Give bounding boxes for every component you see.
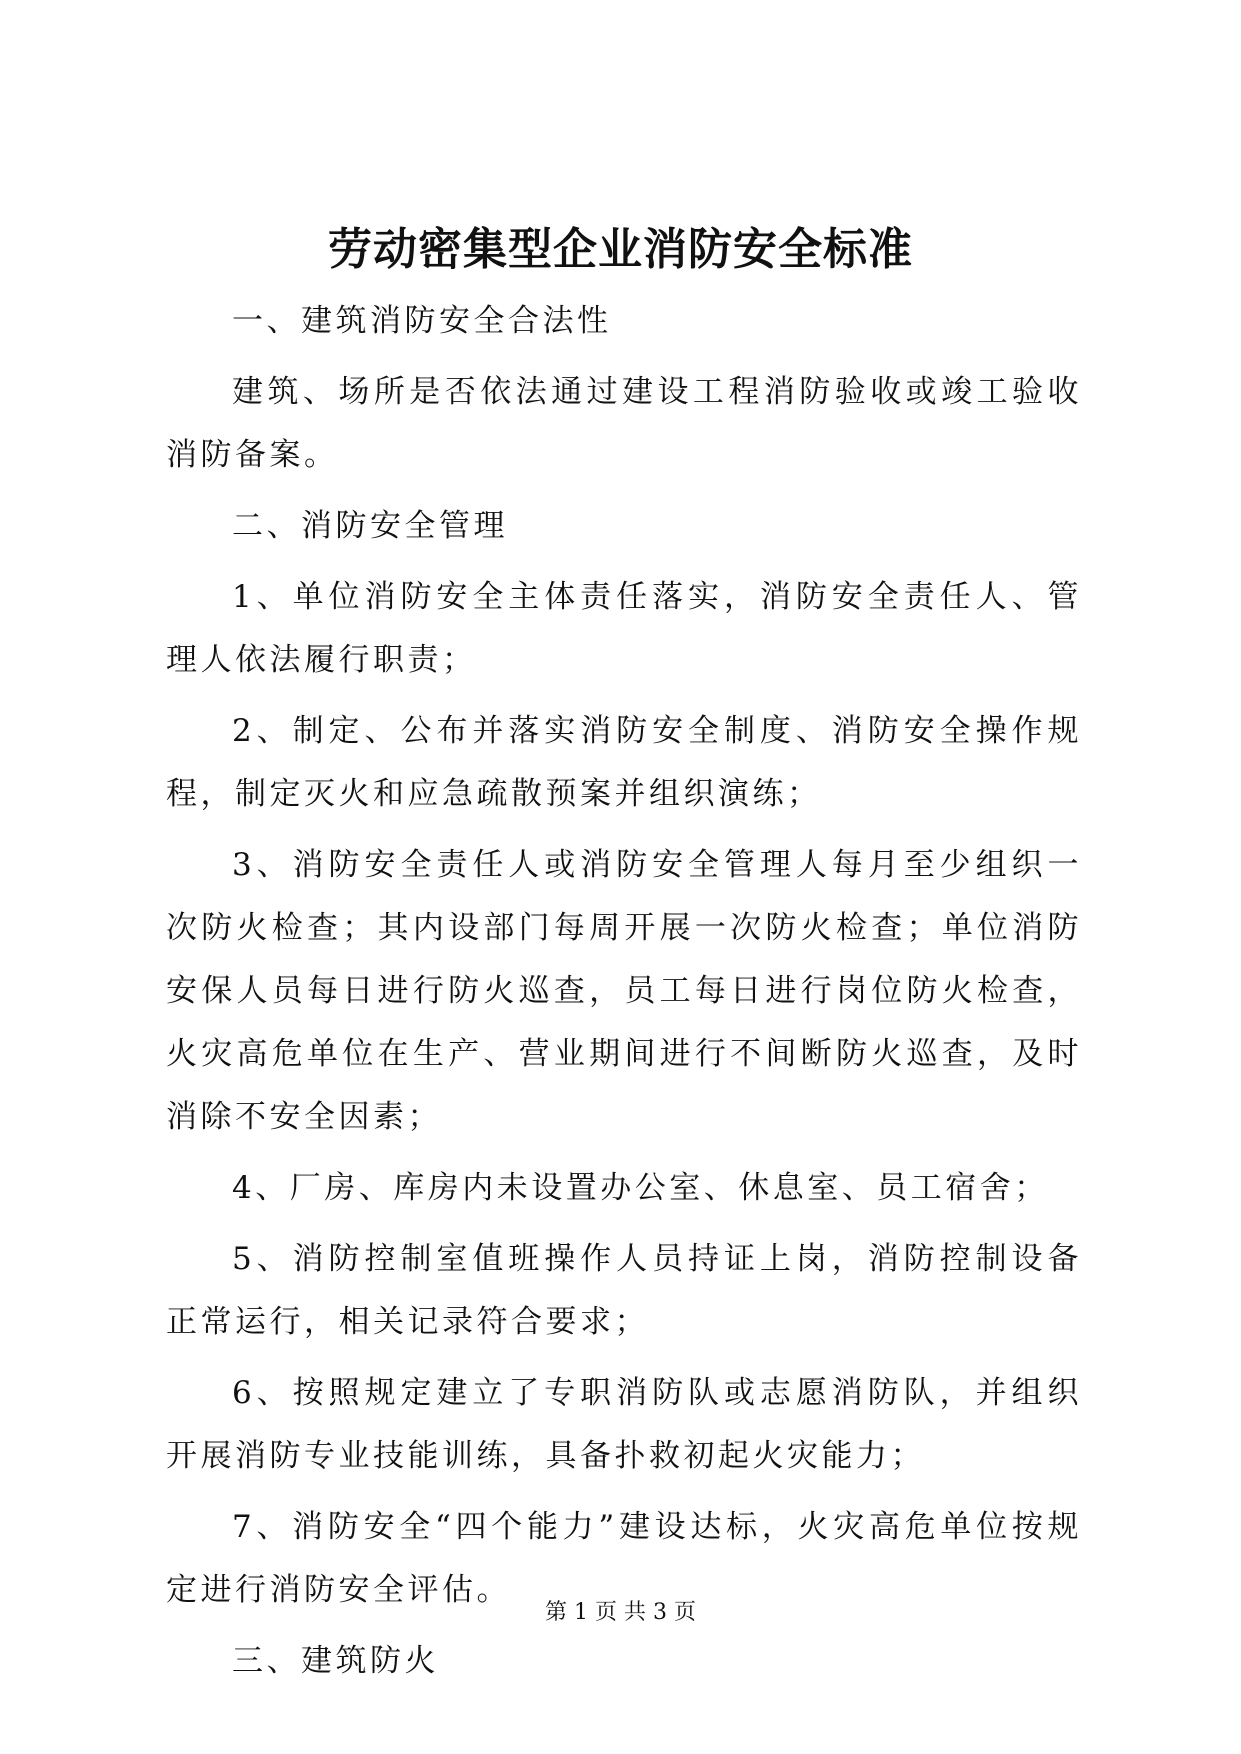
page-number-footer: 第 1 页 共 3 页 [545, 1600, 696, 1625]
list-item-1: 1、单位消防安全主体责任落实，消防安全责任人、管理人依法履行职责； [166, 579, 1082, 678]
list-item-4: 4、厂房、库房内未设置办公室、休息室、员工宿舍； [232, 1170, 1049, 1206]
list-item-2: 2、制定、公布并落实消防安全制度、消防安全操作规程，制定灭火和应急疏散预案并组织演练； [166, 713, 1082, 812]
section-heading-1: 一、建筑消防安全合法性 [232, 303, 612, 339]
list-item-3: 3、消防安全责任人或消防安全管理人每月至少组织一次防火检查；其内设部门每周开展一次防火检查；单位消防安保人员每日进行防火巡查，员工每日进行岗位防火检查，火灾高危单位在生产、营业期间进行不间断防火巡查，及时消除不安全因素； [166, 847, 1082, 1135]
section-heading-3: 三、建筑防火 [232, 1643, 439, 1679]
paragraph-1: 建筑、场所是否依法通过建设工程消防验收或竣工验收消防备案。 [166, 374, 1082, 473]
list-item-6: 6、按照规定建立了专职消防队或志愿消防队，并组织开展消防专业技能训练，具备扑救初起火灾能力； [166, 1375, 1082, 1474]
list-item-7: 7、消防安全“四个能力”建设达标，火灾高危单位按规定进行消防安全评估。 [166, 1509, 1082, 1608]
list-item-5: 5、消防控制室值班操作人员持证上岗，消防控制设备正常运行，相关记录符合要求； [166, 1241, 1082, 1340]
document-title: 劳动密集型企业消防安全标准 [328, 224, 913, 275]
section-heading-2: 二、消防安全管理 [232, 508, 508, 544]
document-body [166, 290, 1082, 1701]
